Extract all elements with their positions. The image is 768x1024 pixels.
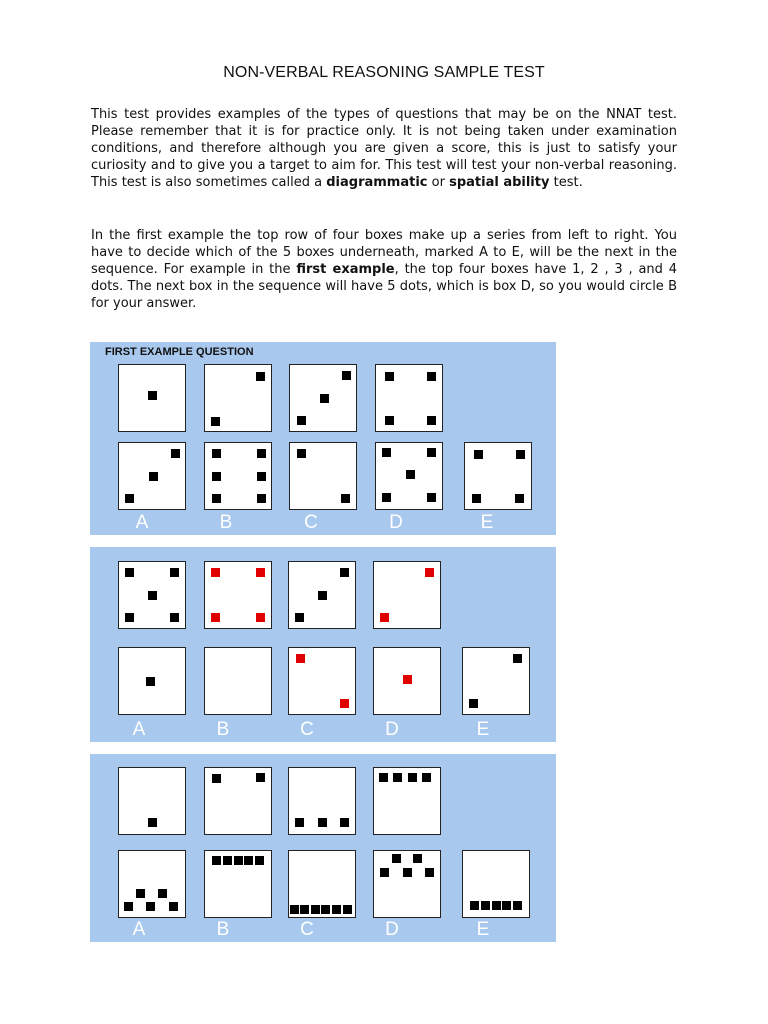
black-square-dot bbox=[492, 901, 501, 910]
black-square-dot bbox=[481, 901, 490, 910]
sequence-box-3 bbox=[288, 561, 356, 629]
answer-option-box[interactable] bbox=[288, 647, 356, 715]
black-square-dot bbox=[297, 449, 306, 458]
black-square-dot bbox=[427, 493, 436, 502]
black-square-dot bbox=[502, 901, 511, 910]
black-square-dot bbox=[212, 774, 221, 783]
black-square-dot bbox=[295, 613, 304, 622]
red-square-dot bbox=[296, 654, 305, 663]
black-square-dot bbox=[513, 901, 522, 910]
option-letter-d: D bbox=[385, 919, 399, 940]
sequence-box-1 bbox=[118, 767, 186, 835]
black-square-dot bbox=[513, 654, 522, 663]
black-square-dot bbox=[340, 568, 349, 577]
intro-bold-diagrammatic: diagrammatic bbox=[326, 175, 428, 190]
black-square-dot bbox=[212, 449, 221, 458]
instructions-paragraph bbox=[91, 227, 677, 312]
black-square-dot bbox=[212, 856, 221, 865]
option-letter-b: B bbox=[216, 919, 230, 940]
option-letter-c: C bbox=[304, 512, 318, 533]
black-square-dot bbox=[385, 372, 394, 381]
black-square-dot bbox=[318, 818, 327, 827]
black-square-dot bbox=[320, 394, 329, 403]
option-letter-a: A bbox=[132, 919, 146, 940]
black-square-dot bbox=[125, 613, 134, 622]
intro-text-1: This test provides examples of the types of questions that may be on the NNAT test. Please remember that it is for practice only. It is not being taken under examination conditions, and therefore although you are given a score, this is just to satisfy your curiosity and to give you a target to aim for. This test will test your non-verbal reasoning. This test is also sometimes called a bbox=[91, 107, 677, 190]
black-square-dot bbox=[136, 889, 145, 898]
black-square-dot bbox=[311, 905, 320, 914]
black-square-dot bbox=[257, 472, 266, 481]
instructions-bold-first-example: first example bbox=[296, 262, 395, 277]
intro-paragraph bbox=[91, 106, 677, 191]
black-square-dot bbox=[256, 372, 265, 381]
answer-option-box[interactable] bbox=[462, 850, 530, 918]
instructions-text-2: , the top four boxes have 1, 2 , 3 , and 4 dots. The next box in the sequence will have 5 dots, which is box D, so you would circle B for your answer. bbox=[91, 262, 677, 311]
black-square-dot bbox=[425, 868, 434, 877]
black-square-dot bbox=[146, 902, 155, 911]
sequence-box-3 bbox=[289, 364, 357, 432]
answer-option-box[interactable] bbox=[373, 850, 441, 918]
intro-text-2: or bbox=[427, 175, 450, 190]
option-letter-e: E bbox=[480, 512, 494, 533]
black-square-dot bbox=[380, 868, 389, 877]
black-square-dot bbox=[341, 494, 350, 503]
answer-option-box[interactable] bbox=[462, 647, 530, 715]
black-square-dot bbox=[382, 448, 391, 457]
red-square-dot bbox=[403, 675, 412, 684]
black-square-dot bbox=[392, 854, 401, 863]
black-square-dot bbox=[427, 372, 436, 381]
black-square-dot bbox=[393, 773, 402, 782]
question-panel-1 bbox=[90, 342, 556, 535]
red-square-dot bbox=[211, 568, 220, 577]
red-square-dot bbox=[425, 568, 434, 577]
black-square-dot bbox=[171, 449, 180, 458]
black-square-dot bbox=[169, 902, 178, 911]
answer-option-box[interactable] bbox=[204, 442, 272, 510]
black-square-dot bbox=[385, 416, 394, 425]
answer-option-box[interactable] bbox=[289, 442, 357, 510]
black-square-dot bbox=[474, 450, 483, 459]
black-square-dot bbox=[125, 568, 134, 577]
option-letter-a: A bbox=[132, 719, 146, 740]
question-panel-2 bbox=[90, 547, 556, 742]
panel-label: FIRST EXAMPLE QUESTION bbox=[105, 346, 254, 358]
option-letter-e: E bbox=[476, 919, 490, 940]
answer-option-box[interactable] bbox=[204, 850, 272, 918]
black-square-dot bbox=[516, 450, 525, 459]
red-square-dot bbox=[211, 613, 220, 622]
black-square-dot bbox=[212, 494, 221, 503]
red-square-dot bbox=[256, 613, 265, 622]
sequence-box-1 bbox=[118, 364, 186, 432]
answer-option-box[interactable] bbox=[118, 647, 186, 715]
sequence-box-4 bbox=[375, 364, 443, 432]
red-square-dot bbox=[256, 568, 265, 577]
black-square-dot bbox=[148, 591, 157, 600]
black-square-dot bbox=[300, 905, 309, 914]
sequence-box-2 bbox=[204, 364, 272, 432]
answer-option-box[interactable] bbox=[373, 647, 441, 715]
option-letter-b: B bbox=[216, 719, 230, 740]
black-square-dot bbox=[295, 818, 304, 827]
black-square-dot bbox=[146, 677, 155, 686]
option-letter-b: B bbox=[219, 512, 233, 533]
black-square-dot bbox=[256, 773, 265, 782]
black-square-dot bbox=[149, 472, 158, 481]
black-square-dot bbox=[255, 856, 264, 865]
answer-option-box[interactable] bbox=[288, 850, 356, 918]
sequence-box-4 bbox=[373, 561, 441, 629]
option-letter-d: D bbox=[389, 512, 403, 533]
instructions-text-1: In the first example the top row of four boxes make up a series from left to right. You have to decide which of the 5 boxes underneath, marked A to E, will be the next in the sequence. For example in the bbox=[91, 228, 677, 277]
black-square-dot bbox=[332, 905, 341, 914]
black-square-dot bbox=[342, 371, 351, 380]
black-square-dot bbox=[244, 856, 253, 865]
black-square-dot bbox=[427, 448, 436, 457]
black-square-dot bbox=[257, 494, 266, 503]
black-square-dot bbox=[469, 699, 478, 708]
option-letter-d: D bbox=[385, 719, 399, 740]
sequence-box-1 bbox=[118, 561, 186, 629]
sequence-box-3 bbox=[288, 767, 356, 835]
answer-option-box[interactable] bbox=[464, 442, 532, 510]
black-square-dot bbox=[148, 391, 157, 400]
black-square-dot bbox=[379, 773, 388, 782]
black-square-dot bbox=[340, 818, 349, 827]
black-square-dot bbox=[148, 818, 157, 827]
black-square-dot bbox=[403, 868, 412, 877]
sequence-box-4 bbox=[373, 767, 441, 835]
black-square-dot bbox=[382, 493, 391, 502]
black-square-dot bbox=[408, 773, 417, 782]
intro-bold-spatial-ability: spatial ability bbox=[449, 175, 550, 190]
answer-option-box[interactable] bbox=[118, 850, 186, 918]
black-square-dot bbox=[257, 449, 266, 458]
black-square-dot bbox=[515, 494, 524, 503]
red-square-dot bbox=[380, 613, 389, 622]
black-square-dot bbox=[472, 494, 481, 503]
black-square-dot bbox=[470, 901, 479, 910]
black-square-dot bbox=[158, 889, 167, 898]
black-square-dot bbox=[318, 591, 327, 600]
red-square-dot bbox=[340, 699, 349, 708]
black-square-dot bbox=[125, 494, 134, 503]
option-letter-c: C bbox=[300, 919, 314, 940]
option-letter-c: C bbox=[300, 719, 314, 740]
black-square-dot bbox=[211, 417, 220, 426]
question-panel-3 bbox=[90, 754, 556, 942]
black-square-dot bbox=[321, 905, 330, 914]
option-letter-e: E bbox=[476, 719, 490, 740]
sequence-box-2 bbox=[204, 561, 272, 629]
black-square-dot bbox=[422, 773, 431, 782]
black-square-dot bbox=[427, 416, 436, 425]
answer-option-box[interactable] bbox=[204, 647, 272, 715]
black-square-dot bbox=[290, 905, 299, 914]
intro-text-3: test. bbox=[549, 175, 583, 190]
answer-option-box[interactable] bbox=[118, 442, 186, 510]
black-square-dot bbox=[212, 472, 221, 481]
black-square-dot bbox=[170, 568, 179, 577]
sequence-box-2 bbox=[204, 767, 272, 835]
black-square-dot bbox=[343, 905, 352, 914]
black-square-dot bbox=[223, 856, 232, 865]
black-square-dot bbox=[234, 856, 243, 865]
black-square-dot bbox=[170, 613, 179, 622]
answer-option-box[interactable] bbox=[375, 442, 443, 510]
black-square-dot bbox=[124, 902, 133, 911]
black-square-dot bbox=[406, 470, 415, 479]
page-title: NON-VERBAL REASONING SAMPLE TEST bbox=[223, 64, 545, 81]
black-square-dot bbox=[413, 854, 422, 863]
option-letter-a: A bbox=[135, 512, 149, 533]
black-square-dot bbox=[297, 416, 306, 425]
